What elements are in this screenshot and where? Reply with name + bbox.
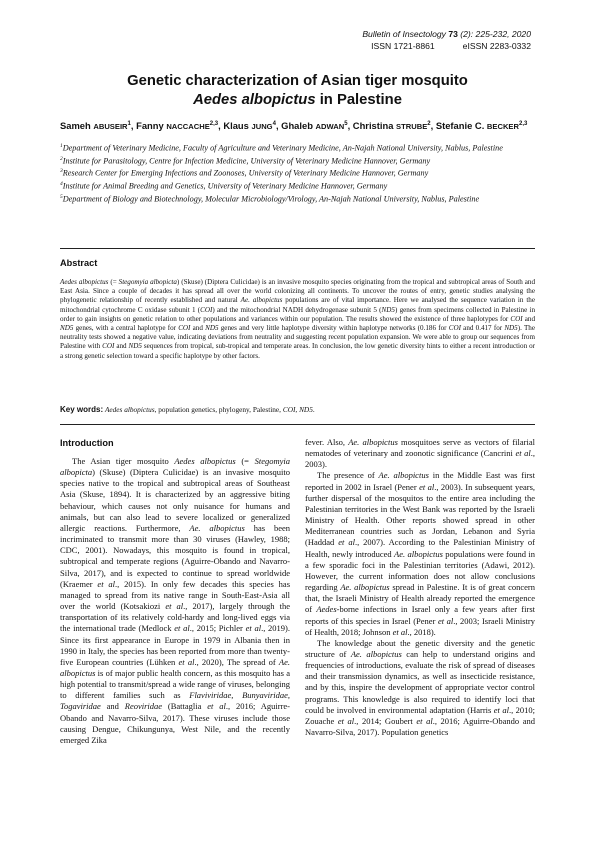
divider-top — [60, 248, 535, 249]
italic-text-run: Ae. albopictus — [240, 296, 283, 305]
italic-text-run: COI — [510, 314, 523, 323]
italic-text-run: et al — [338, 537, 355, 548]
author-affiliation-mark: 5 — [344, 121, 348, 127]
italic-text-run: COI — [448, 324, 461, 333]
text-run: ) (Skuse) (Diptera Culicidae) is an invasive mosquito species native to the tropical and subtropical areas of Southeast Asia (Skuse, 1894). It is characterized by an aggressive biting behaviour, which causes not only nuisance for humans and animals, but can also lead to severe localized or generalized allergic reactions. Furthermore, — [60, 467, 290, 533]
introduction-heading: Introduction — [60, 438, 114, 448]
text-run: -borne infections in Israel only a few years after first reports of this species in Israel (Pener — [305, 604, 535, 626]
text-run: genes, with a central haplotype for — [73, 324, 179, 333]
journal-header — [362, 28, 531, 52]
keywords — [60, 405, 535, 414]
italic-text-run: COI — [282, 405, 296, 414]
affiliation — [60, 179, 535, 192]
introduction-right-column — [305, 437, 535, 738]
italic-text-run: COI — [102, 342, 115, 351]
author — [223, 120, 276, 131]
text-run: ., 2015). In only few decades this species has managed to spread from its native range in South-East-Asia all over the world (Kotsakiozi — [60, 578, 291, 612]
author-first-name: Ghaleb — [281, 120, 316, 132]
text-run: ., 2010; Zouache — [305, 704, 535, 726]
introduction-left-column — [60, 456, 290, 746]
journal-name: Bulletin of Insectology — [362, 29, 446, 39]
journal-pages: (2): 225-232, 2020 — [460, 29, 531, 39]
text-run: ) and the mitochondrial NADH dehydrogenase subunit 5 ( — [212, 305, 382, 314]
text-run: , — [287, 690, 291, 701]
italic-text-run: Flaviviridae — [189, 690, 232, 701]
text-run: The knowledge about the genetic diversity and the genetic structure of — [305, 637, 535, 659]
author-last-name: NACCACHE — [166, 122, 210, 132]
italic-text-run: et al — [419, 481, 435, 492]
divider-bottom — [60, 424, 535, 425]
text-run: ) genes from specimens collected in Palestine in order to gain insights on genetic relation to other populations and variances within our population. The results showed the existence of three haplotypes for — [60, 305, 536, 323]
affiliation-number: 3 — [60, 168, 63, 175]
italic-text-run: et al — [97, 578, 116, 589]
italic-text-run: et al — [174, 623, 190, 634]
author-affiliation-mark: 2,3 — [518, 121, 528, 127]
text-run: ., 2003). — [305, 448, 535, 470]
author-first-name: Stefanie C. — [435, 120, 487, 132]
journal-volume: 73 — [448, 29, 458, 39]
text-run: sequences from tropical, sub-tropical and temperate areas. In conclusion, the low genetic diversity hints to either a recent introduction or a strong genetic selection toward a specific haplotype by other factors. — [60, 342, 535, 360]
text-run: in the Middle East was first reported in 2002 in Israel (Pener — [305, 470, 535, 492]
text-run: , — [231, 690, 243, 701]
text-run: ., 2014; Goubert — [354, 715, 417, 726]
text-run: and 0.417 for — [460, 324, 505, 333]
text-run: , — [295, 405, 300, 414]
text-run: and — [100, 701, 125, 712]
affiliation-text: Department of Veterinary Medicine, Faculty of Agriculture and Veterinary Medicine, An-Najah National University, Nablus, Palestine — [62, 143, 503, 153]
abstract-text — [60, 278, 535, 361]
italic-text-run: Aedes albopictus — [174, 456, 236, 466]
italic-text-run: Ae. albopictus — [378, 470, 429, 481]
text-run: . — [312, 405, 315, 414]
text-run: (= — [235, 456, 255, 466]
journal-eissn: eISSN 2283-0332 — [462, 41, 531, 51]
affiliation-text: Institute for Animal Breeding and Genetics, University of Veterinary Medicine Hannover, Germany — [62, 181, 388, 191]
italic-text-run: COI — [178, 324, 191, 333]
italic-text-run: ND5 — [299, 405, 313, 414]
keywords-label: Key words: — [60, 405, 104, 414]
author-affiliation-mark: 1 — [127, 121, 131, 127]
title-line-2 — [60, 91, 535, 110]
text-run: spread in Palestine. It is of great concern that, the Israeli Ministry of Health already reported the emergence of — [305, 582, 536, 615]
italic-text-run: Ae. albopictus — [189, 522, 245, 533]
affiliation-number: 5 — [60, 193, 63, 200]
title-line-1: Genetic characterization of Asian tiger mosquito — [127, 73, 468, 89]
italic-text-run: et al — [178, 656, 195, 667]
italic-text-run: Ae. albopictus — [348, 437, 398, 447]
text-run: and — [190, 324, 206, 333]
author — [60, 120, 131, 131]
author-list: Sameh ABUSEIR$^1$, Fanny NACCACHE$^{2,3}$, Klaus JUNG$^4$, Ghaleb ADWAN$^5$, Christina STRUBE$^2$, Stefanie C. BECKER$^{2,3}$ — [60, 120, 528, 132]
italic-text-run: et al — [207, 701, 226, 712]
text-run: , population genetics, phylogeny, Palestine, — [154, 405, 283, 414]
italic-text-run: Reoviridae — [124, 701, 163, 712]
abstract-heading: Abstract — [60, 258, 98, 268]
italic-text-run: et al — [337, 715, 355, 726]
italic-text-run: et al — [245, 623, 262, 634]
text-run: has been incriminated to transmit more than 30 viruses (Hawley, 1988; CDC, 2001). Nowadays, this mosquito is found in tropical, subtropical and temperate regions (Aguirre-Obando and Navarro-Silva, 2017), and is expected to continue to spread worldwide (Kraemer — [60, 522, 290, 589]
text-run: ., 2003). In subsequent years, further dispersal of the mosquitos to the entire area including the Palestinian territories in the West Bank was reported by the Israeli Ministry of Health. Other reports showed spread in other Mediterranean countries such as Jordan, Lebanon and Syria (Haddad — [305, 481, 536, 548]
affiliation-text: Institute for Parasitology, Centre for Infection Medicine, University of Veterinary Medicine Hannover, Germany — [62, 156, 431, 166]
keywords-text — [103, 405, 315, 414]
text-run: genes and very little haplotype diversity within haplotype networks (0.186 for — [218, 324, 449, 333]
affiliation-text: Department of Biology and Biotechnology, Molecular Microbiology/Virology, An-Najah National University, Nablus, Palestine — [62, 194, 480, 204]
author-affiliation-mark: 2 — [427, 121, 431, 127]
author-last-name: ADWAN — [315, 122, 345, 132]
affiliation-number: 4 — [60, 181, 63, 188]
affiliation — [60, 141, 535, 154]
italic-text-run: et al — [493, 704, 509, 715]
author-first-name: Klaus — [223, 120, 252, 132]
text-run: The presence of — [317, 470, 379, 481]
text-run: ). The neutrality tests showed a negative value, indicating deviations from neutrality and suggesting recent population expansion. We were able to group our sequences from Palestine with — [60, 324, 535, 351]
italic-text-run: ND5 — [504, 324, 518, 333]
text-run: ., 2016; Aguirre-Obando and Navarro-Silva, 2017). Population genetics — [305, 715, 536, 738]
paragraph — [305, 470, 535, 637]
text-run: ., 2003; Israeli Ministry of Health, 2018; Johnson — [305, 615, 535, 637]
italic-text-run: Aedes albopictus — [104, 405, 155, 414]
author-last-name: STRUBE — [396, 122, 428, 132]
italic-text-run: et al — [392, 626, 408, 637]
article-title — [60, 72, 535, 110]
affiliation-list — [60, 141, 535, 205]
text-run: The Asian tiger mosquito — [72, 456, 175, 466]
author — [353, 120, 431, 131]
italic-text-run: Stegomyia albopicta — [118, 278, 177, 286]
italic-text-run: et al — [515, 448, 531, 459]
text-run: populations were found in a few sporadic foci in the Palestinian territories (Adawi, 2012). However, the current information does not allow conclusions regarding — [305, 548, 535, 593]
paragraph — [305, 437, 535, 470]
affiliation-number: 2 — [60, 155, 63, 162]
author — [136, 120, 218, 131]
text-run: ., 2015; Pichler — [189, 623, 246, 634]
affiliation — [60, 154, 535, 167]
affiliation-text: Research Center for Emerging Infections and Zoonoses, University of Veterinary Medicine Hannover, Germany — [62, 169, 429, 179]
text-run: ., 2018). — [407, 626, 436, 637]
author-last-name: ABUSEIR — [93, 122, 128, 132]
affiliation — [60, 192, 535, 205]
italic-text-run: COI — [200, 305, 213, 314]
text-run: and — [114, 342, 129, 351]
text-run: mosquitoes serve as vectors of filarial nematodes of veterinary and zoonotic significance (Cancrini — [305, 437, 535, 459]
author-last-name: BECKER — [486, 122, 519, 132]
text-run: ., 2019). Since its first appearance in Europe in 1979 in Albania then in 1990 in Italy, the species has been reported from more than twenty-five European countries (Lühken — [60, 623, 290, 667]
affiliation-number: 1 — [60, 143, 63, 149]
title-species: Aedes albopictus — [193, 92, 316, 108]
italic-text-run: Togaviridae — [60, 701, 101, 712]
italic-text-run: et al — [416, 715, 433, 726]
text-run: (= — [108, 278, 119, 286]
author — [436, 120, 527, 131]
author-first-name: Christina — [352, 120, 397, 132]
journal-citation — [362, 28, 531, 40]
author-affiliation-mark: 4 — [272, 121, 276, 127]
text-run: and — [522, 314, 535, 323]
italic-text-run: ND5 — [205, 324, 219, 333]
text-run: can help to understand origins and frequencies of introductions, evaluate the risk of spread of diseases and their transmission dynamics, as well as insecticide resistance, and by this, inspire the development of appropriate vector control programs. This knowledge is also required to identify loci that could be involved in environmental adaptation (Harris — [305, 648, 535, 715]
author-first-name: Fanny — [136, 120, 167, 132]
text-run: ) (Skuse) (Diptera Culicidae) is an invasive mosquito species originating from the tropical and subtropical areas of South and East Asia. Since a couple of decades it has spread all over the world colonizing all continents. To uncover the routes of entry, genetic studies analysing the phylogenetic relationship of recently established and natural — [60, 278, 535, 305]
italic-text-run: Ae. albopictus — [350, 648, 402, 659]
text-run: ., 2020), The spread of — [194, 656, 279, 667]
author-last-name: JUNG — [251, 122, 273, 132]
text-run: is of major public health concern, as this mosquito has a high potential to transmit/spread a wide range of viruses, belonging to different families such as — [60, 667, 290, 701]
title-suffix: in Palestine — [315, 92, 402, 108]
italic-text-run: Ae. albopictus — [394, 548, 443, 559]
text-run: populations are of vital importance. Here we analysed the sequence variation in the mitochondrial cytochrome C oxidase subunit 1 ( — [60, 296, 535, 314]
italic-text-run: Aedes albopictus — [60, 278, 109, 286]
italic-text-run: ND5 — [381, 305, 395, 314]
author-first-name: Sameh — [60, 120, 94, 132]
author-affiliation-mark: 2,3 — [209, 121, 219, 127]
italic-text-run: et al — [165, 601, 184, 612]
text-run: ., 2016; Aguirre-Obando and Navarro-Silva, 2017). These viruses include those causing Dengue, Chikungunya, West Nile, and the recently emerged Zika — [60, 701, 290, 745]
journal-issn: ISSN 1721-8861 — [371, 41, 435, 51]
italic-text-run: ND5 — [128, 342, 142, 351]
paragraph — [305, 638, 535, 738]
author — [281, 120, 347, 131]
text-run: fever. Also, — [305, 437, 349, 447]
italic-text-run: Ae. albopictus — [340, 582, 390, 593]
italic-text-run: Bunyaviridae — [242, 690, 288, 701]
italic-text-run: Aedes — [316, 604, 337, 615]
text-run: (Battaglia — [162, 701, 208, 712]
text-run: ., 2007). According to the Palestinian Ministry of Health, newly introduced — [305, 537, 535, 559]
affiliation — [60, 166, 535, 179]
italic-text-run: Stegomyia albopicta — [60, 456, 291, 478]
italic-text-run: ND5 — [60, 324, 74, 333]
journal-issn-line — [362, 40, 531, 52]
italic-text-run: Ae. albopictus — [60, 656, 290, 678]
italic-text-run: et al — [437, 615, 454, 626]
text-run: ., 2017), largely through the transportation of its relatively cold-hardy and long-lived eggs via the international trade (Medlock — [60, 601, 290, 634]
paragraph — [60, 456, 290, 746]
